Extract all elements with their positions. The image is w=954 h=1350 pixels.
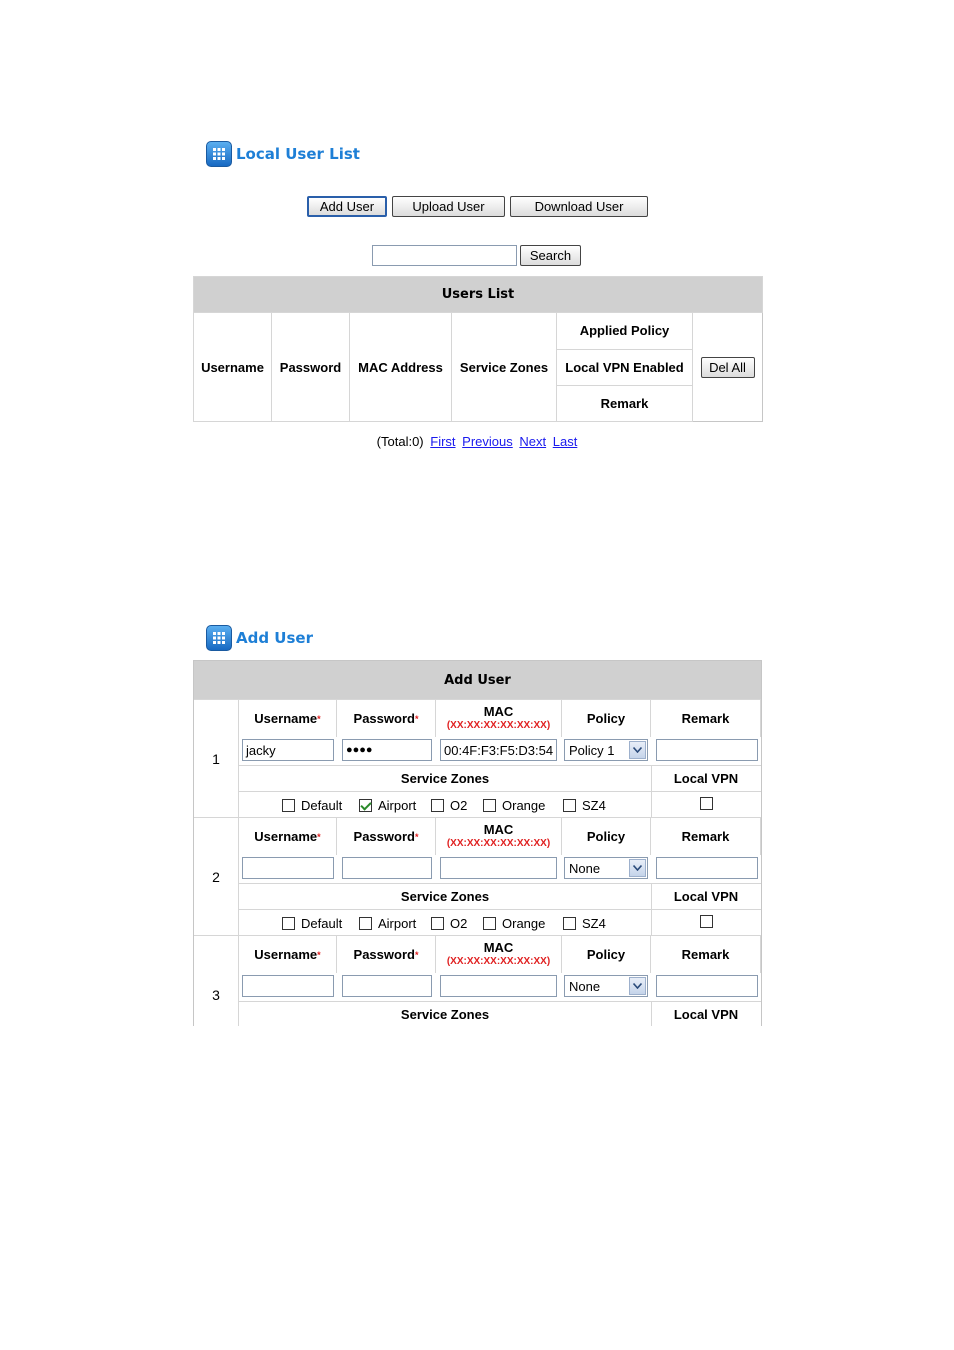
add-user-header [206,625,313,651]
zone-checkbox[interactable] [483,917,496,930]
password-input[interactable] [342,975,432,997]
zone-option[interactable] [359,797,416,813]
row-index: 2 [194,817,239,935]
password-label-text: Password [353,946,415,962]
mac-input[interactable] [440,975,557,997]
col-mac-address: MAC Address [350,313,452,422]
required-asterisk: * [414,831,419,842]
service-zones-label: Service Zones [239,765,652,791]
password-label [337,699,436,737]
mac-format-hint: (XX:XX:XX:XX:XX:XX) [446,837,551,849]
chevron-down-icon[interactable] [629,859,646,877]
mac-format-hint: (XX:XX:XX:XX:XX:XX) [446,955,551,967]
zone-checkbox[interactable] [483,799,496,812]
zone-label: Airport [378,797,417,813]
policy-label [562,935,651,973]
zone-option[interactable] [282,797,342,813]
mac-label [436,699,562,737]
zone-option[interactable] [282,915,342,931]
search-input[interactable] [372,245,517,266]
password-input[interactable] [342,857,432,879]
username-label-text: Username [254,828,318,844]
zone-label: Orange [502,797,546,813]
policy-select[interactable] [564,975,648,997]
row-index: 3 [194,935,239,1026]
del-all-button[interactable]: Del All [701,357,755,378]
zone-option[interactable] [431,797,467,813]
remark-label [651,817,761,855]
col-applied-policy: Applied Policy [557,313,693,349]
password-label-text: Password [353,710,415,726]
policy-select[interactable] [564,857,648,879]
service-zones-label: Service Zones [239,1001,652,1026]
mac-label-text: MAC [483,939,514,955]
zone-checkbox[interactable] [563,917,576,930]
username-label-text: Username [254,946,318,962]
policy-label-text: Policy [586,710,626,726]
add-user-table [193,660,762,1026]
username-input[interactable]: jacky [242,739,334,761]
row-index: 1 [194,699,239,817]
users-list-table [193,276,763,422]
col-service-zones: Service Zones [452,313,557,422]
required-asterisk: * [317,713,321,724]
username-input[interactable] [242,857,334,879]
zone-option[interactable] [431,915,467,931]
users-list-title: Users List [194,277,763,313]
page-title: Local User List [236,145,360,163]
section-title: Add User [236,629,313,647]
zone-checkbox[interactable] [359,917,372,930]
remark-label-text: Remark [681,710,730,726]
required-asterisk: * [414,949,419,960]
previous-link[interactable]: Previous [462,434,513,449]
next-link[interactable]: Next [519,434,547,449]
required-asterisk: * [317,949,321,960]
local-vpn-checkbox[interactable] [700,915,713,928]
mac-label [436,817,562,855]
policy-selected-value: None [569,978,601,994]
username-label [239,935,337,973]
col-username: Username [194,313,272,422]
chevron-down-icon[interactable] [629,977,646,995]
required-asterisk: * [317,831,321,842]
zone-option[interactable] [483,915,545,931]
mac-input[interactable]: 00:4F:F3:F5:D3:54 [440,739,557,761]
username-label [239,817,337,855]
policy-label-text: Policy [586,828,626,844]
col-password: Password [272,313,350,422]
policy-select[interactable] [564,739,648,761]
password-label-text: Password [353,828,415,844]
password-label [337,817,436,855]
zone-checkbox[interactable] [431,799,444,812]
last-link[interactable]: Last [552,434,578,449]
total-count: (Total:0) [376,434,424,449]
policy-label-text: Policy [586,946,626,962]
policy-selected-value: Policy 1 [569,742,615,758]
local-user-list-header [206,141,360,167]
zone-label: Orange [502,915,546,931]
zone-option[interactable] [483,797,545,813]
add-user-button[interactable]: Add User [307,196,387,217]
required-asterisk: * [414,713,419,724]
download-user-button[interactable]: Download User [510,196,648,217]
remark-input[interactable] [656,975,758,997]
col-remark: Remark [557,385,693,421]
search-button[interactable]: Search [520,245,581,266]
zone-label: O2 [450,915,468,931]
service-zones-label: Service Zones [239,883,652,909]
remark-label [651,699,761,737]
policy-selected-value: None [569,860,601,876]
first-link[interactable]: First [430,434,456,449]
mac-input[interactable] [440,857,557,879]
mac-label-text: MAC [483,703,514,719]
zone-label: Default [301,915,343,931]
remark-input[interactable] [656,739,758,761]
zone-checkbox[interactable] [431,917,444,930]
zone-checkbox[interactable] [282,799,295,812]
upload-user-button[interactable]: Upload User [392,196,505,217]
pagination [0,434,954,449]
username-input[interactable] [242,975,334,997]
chevron-down-icon[interactable] [629,741,646,759]
local-vpn-label: Local VPN [651,765,761,791]
add-user-table-title: Add User [194,661,761,699]
del-all-cell [693,313,763,422]
zone-option[interactable] [359,915,416,931]
mac-format-hint: (XX:XX:XX:XX:XX:XX) [446,719,551,731]
remark-label [651,935,761,973]
col-local-vpn-enabled: Local VPN Enabled [557,349,693,385]
password-label [337,935,436,973]
zone-label: O2 [450,797,468,813]
policy-label [562,817,651,855]
zone-label: Airport [378,915,417,931]
password-input[interactable]: ●●●● [342,739,432,761]
remark-label-text: Remark [681,946,730,962]
zone-checkbox[interactable] [359,799,372,812]
grid-icon [206,625,232,651]
zone-checkbox[interactable] [563,799,576,812]
mac-label-text: MAC [483,821,514,837]
local-vpn-label: Local VPN [651,883,761,909]
grid-icon [206,141,232,167]
remark-label-text: Remark [681,828,730,844]
zone-label: SZ4 [582,797,606,813]
username-label [239,699,337,737]
username-label-text: Username [254,710,318,726]
local-vpn-checkbox[interactable] [700,797,713,810]
zone-checkbox[interactable] [282,917,295,930]
mac-label [436,935,562,973]
local-vpn-label: Local VPN [651,1001,761,1026]
policy-label [562,699,651,737]
zone-option[interactable] [563,915,606,931]
zone-option[interactable] [563,797,606,813]
zone-label: SZ4 [582,915,606,931]
zone-label: Default [301,797,343,813]
remark-input[interactable] [656,857,758,879]
